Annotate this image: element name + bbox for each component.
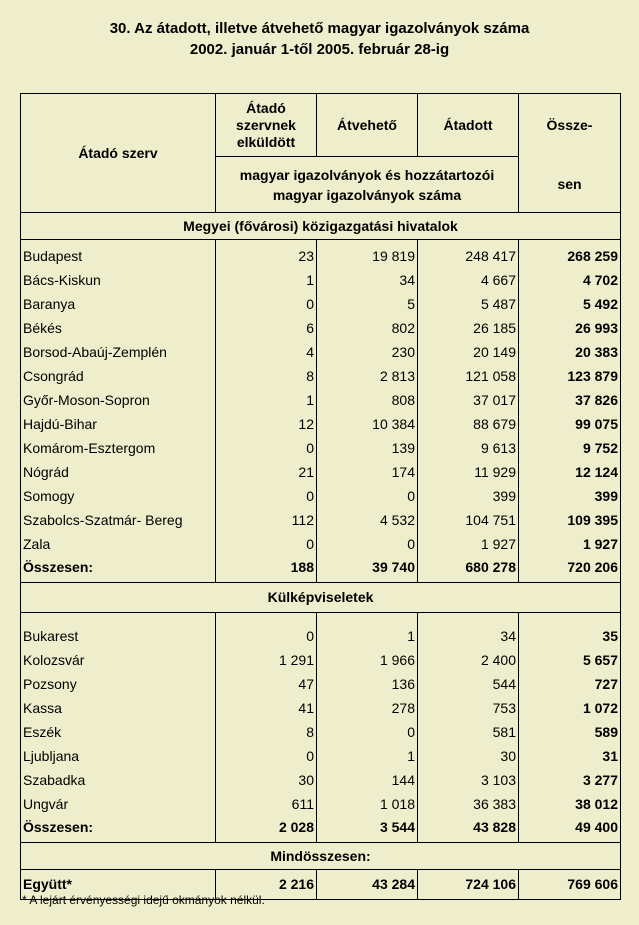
row-sent: 1 [216, 264, 317, 288]
row-sent: 23 [216, 240, 317, 265]
row-given: 248 417 [418, 240, 519, 265]
row-sent: 30 [216, 764, 317, 788]
row-total: 26 993 [519, 312, 621, 336]
table-row [21, 692, 621, 716]
row-given: 121 058 [418, 360, 519, 384]
table-row [21, 312, 621, 336]
row-name: Szabolcs-Szatmár- Bereg [21, 504, 216, 528]
row-given: 3 103 [418, 764, 519, 788]
row-available: 19 819 [317, 240, 418, 265]
row-available: 0 [317, 480, 418, 504]
table-row [21, 716, 621, 740]
row-given: 36 383 [418, 788, 519, 812]
row-sent: 21 [216, 456, 317, 480]
row-sent: 112 [216, 504, 317, 528]
section-title-embassies: Külképviseletek [21, 582, 621, 612]
row-available: 1 966 [317, 644, 418, 668]
row-available: 4 532 [317, 504, 418, 528]
row-available: 174 [317, 456, 418, 480]
header-subcaption: magyar igazolványok és hozzátartozói magyar igazolványok száma [216, 157, 519, 213]
table-row [21, 644, 621, 668]
row-total: 589 [519, 716, 621, 740]
total-label: Összesen: [21, 552, 216, 582]
section-title-grand: Mindösszesen: [21, 842, 621, 869]
row-name: Bukarest [21, 612, 216, 644]
row-total: 12 124 [519, 456, 621, 480]
table-row [21, 408, 621, 432]
row-available: 2 813 [317, 360, 418, 384]
row-total: 5 492 [519, 288, 621, 312]
row-available: 136 [317, 668, 418, 692]
row-total: 99 075 [519, 408, 621, 432]
row-sent: 8 [216, 360, 317, 384]
row-given: 37 017 [418, 384, 519, 408]
row-name: Zala [21, 528, 216, 552]
row-sent: 0 [216, 480, 317, 504]
row-sent: 0 [216, 432, 317, 456]
row-total: 1 072 [519, 692, 621, 716]
table-row [21, 504, 621, 528]
table-row [21, 240, 621, 265]
row-name: Csongrád [21, 360, 216, 384]
row-sent: 6 [216, 312, 317, 336]
row-available: 0 [317, 528, 418, 552]
row-sent: 0 [216, 612, 317, 644]
header-col-given: Átadott [418, 94, 519, 157]
row-sent: 41 [216, 692, 317, 716]
row-name: Szabadka [21, 764, 216, 788]
table-row [21, 288, 621, 312]
row-available: 144 [317, 764, 418, 788]
row-given: 581 [418, 716, 519, 740]
table-row [21, 788, 621, 812]
row-total: 4 702 [519, 264, 621, 288]
table-row [21, 360, 621, 384]
row-total: 38 012 [519, 788, 621, 812]
section-embassies-body [21, 612, 621, 812]
table-row [21, 456, 621, 480]
row-given: 753 [418, 692, 519, 716]
total-sum: 49 400 [519, 812, 621, 842]
row-available: 139 [317, 432, 418, 456]
row-total: 20 383 [519, 336, 621, 360]
row-given: 1 927 [418, 528, 519, 552]
row-given: 5 487 [418, 288, 519, 312]
table-row [21, 264, 621, 288]
row-available: 1 [317, 612, 418, 644]
row-given: 399 [418, 480, 519, 504]
total-sent: 2 028 [216, 812, 317, 842]
table-row [21, 740, 621, 764]
table-row [21, 432, 621, 456]
grand-total-given: 724 106 [418, 869, 519, 899]
row-name: Bács-Kiskun [21, 264, 216, 288]
section-title-counties: Megyei (fővárosi) közigazgatási hivatalok [21, 213, 621, 240]
row-available: 802 [317, 312, 418, 336]
row-available: 10 384 [317, 408, 418, 432]
row-total: 5 657 [519, 644, 621, 668]
row-total: 109 395 [519, 504, 621, 528]
table-row [21, 528, 621, 552]
row-sent: 0 [216, 740, 317, 764]
row-total: 35 [519, 612, 621, 644]
grand-total-available: 43 284 [317, 869, 418, 899]
section-counties-body [21, 240, 621, 553]
row-total: 123 879 [519, 360, 621, 384]
total-given: 43 828 [418, 812, 519, 842]
row-total: 399 [519, 480, 621, 504]
total-given: 680 278 [418, 552, 519, 582]
row-name: Ungvár [21, 788, 216, 812]
row-available: 230 [317, 336, 418, 360]
row-name: Ljubljana [21, 740, 216, 764]
total-available: 3 544 [317, 812, 418, 842]
row-available: 34 [317, 264, 418, 288]
row-sent: 1 291 [216, 644, 317, 668]
row-total: 1 927 [519, 528, 621, 552]
row-available: 0 [317, 716, 418, 740]
row-name: Baranya [21, 288, 216, 312]
row-name: Győr-Moson-Sopron [21, 384, 216, 408]
row-total: 9 752 [519, 432, 621, 456]
row-name: Pozsony [21, 668, 216, 692]
row-sent: 0 [216, 288, 317, 312]
row-available: 278 [317, 692, 418, 716]
table-row [21, 384, 621, 408]
total-sum: 720 206 [519, 552, 621, 582]
title-line-2: 2002. január 1-től 2005. február 28-ig [189, 41, 450, 58]
table-row [21, 480, 621, 504]
header-col-total-bottom: sen [519, 157, 621, 213]
row-sent: 12 [216, 408, 317, 432]
row-given: 30 [418, 740, 519, 764]
row-given: 88 679 [418, 408, 519, 432]
row-given: 26 185 [418, 312, 519, 336]
row-given: 9 613 [418, 432, 519, 456]
row-sent: 0 [216, 528, 317, 552]
row-name: Borsod-Abaúj-Zemplén [21, 336, 216, 360]
table-row [21, 612, 621, 644]
row-sent: 611 [216, 788, 317, 812]
table-row [21, 668, 621, 692]
total-available: 39 740 [317, 552, 418, 582]
row-total: 3 277 [519, 764, 621, 788]
row-available: 808 [317, 384, 418, 408]
table-row [21, 336, 621, 360]
grand-total-sent: 2 216 [216, 869, 317, 899]
row-sent: 47 [216, 668, 317, 692]
row-name: Hajdú-Bihar [21, 408, 216, 432]
row-name: Budapest [21, 240, 216, 265]
footnote: * A lejárt érvényességi idejű okmányok nélkül. [22, 893, 265, 907]
row-total: 37 826 [519, 384, 621, 408]
row-sent: 4 [216, 336, 317, 360]
row-available: 5 [317, 288, 418, 312]
row-name: Komárom-Esztergom [21, 432, 216, 456]
row-sent: 8 [216, 716, 317, 740]
page-title [0, 18, 639, 60]
row-name: Nógrád [21, 456, 216, 480]
row-total: 727 [519, 668, 621, 692]
header-col-total-top: Össze- [519, 94, 621, 157]
row-given: 11 929 [418, 456, 519, 480]
grand-total-label: Együtt* [21, 869, 216, 899]
table-row [21, 764, 621, 788]
data-table [20, 93, 621, 900]
row-name: Kassa [21, 692, 216, 716]
row-total: 31 [519, 740, 621, 764]
row-total: 268 259 [519, 240, 621, 265]
row-available: 1 018 [317, 788, 418, 812]
row-name: Eszék [21, 716, 216, 740]
title-line-1: 30. Az átadott, illetve átvehető magyar igazolványok száma [109, 20, 530, 37]
header-col-organ: Átadó szerv [21, 94, 216, 213]
total-sent: 188 [216, 552, 317, 582]
row-name: Békés [21, 312, 216, 336]
row-given: 2 400 [418, 644, 519, 668]
row-available: 1 [317, 740, 418, 764]
row-sent: 1 [216, 384, 317, 408]
grand-total-sum: 769 606 [519, 869, 621, 899]
row-given: 20 149 [418, 336, 519, 360]
row-given: 4 667 [418, 264, 519, 288]
row-name: Somogy [21, 480, 216, 504]
total-label: Összesen: [21, 812, 216, 842]
row-name: Kolozsvár [21, 644, 216, 668]
row-given: 104 751 [418, 504, 519, 528]
header-col-available: Átvehető [317, 94, 418, 157]
row-given: 34 [418, 612, 519, 644]
header-col-sent: Átadó szervnek elküldött [216, 94, 317, 157]
row-given: 544 [418, 668, 519, 692]
